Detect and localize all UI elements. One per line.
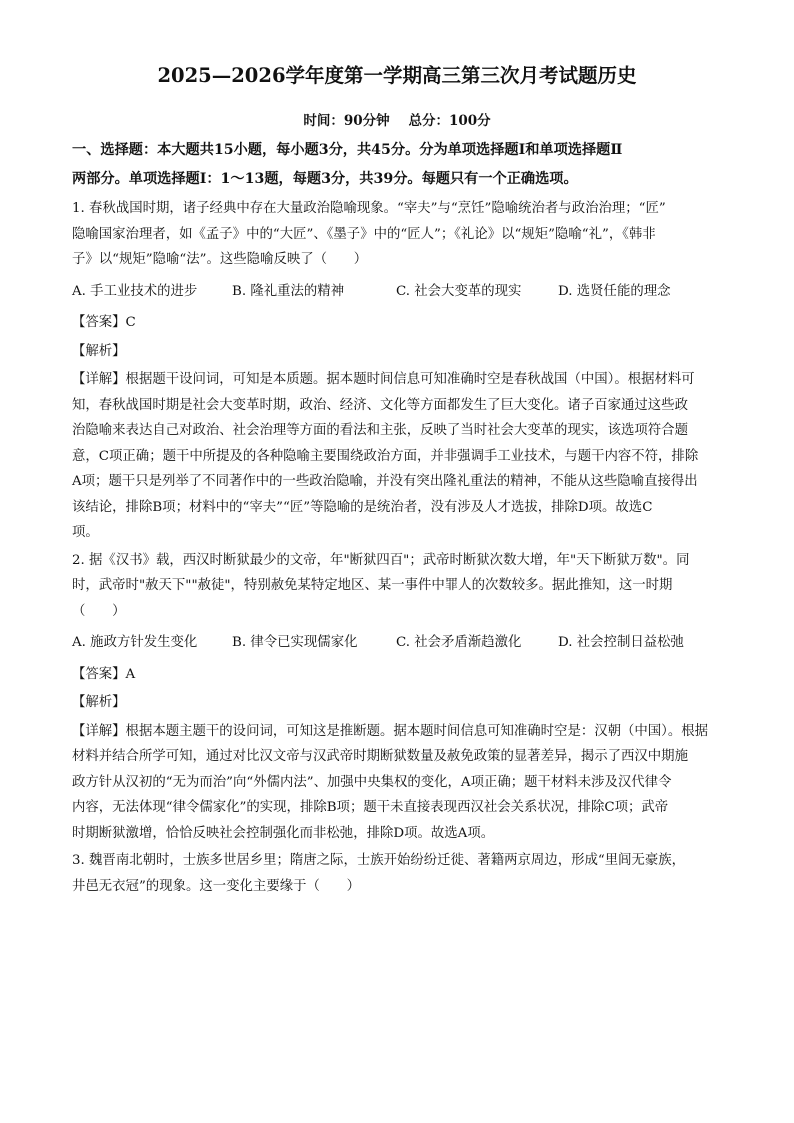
stem-line: 子》以“规矩”隐喻“法”。这些隐喻反映了（ ） <box>72 252 368 267</box>
time-label: 时间：90分钟 <box>303 113 390 129</box>
stem-line: 井邑无衣冠”的现象。这一变化主要缘于（ ） <box>72 878 361 894</box>
option-c: C. 社会矛盾渐趋激化 <box>396 635 522 650</box>
exam-meta <box>72 110 722 132</box>
stem-line: （ ） <box>72 603 126 619</box>
stem-line: 隐喻国家治理者，如《孟子》中的“大匠”、《墨子》中的“匠人”；《礼论》以“规矩”隐喻“礼”，《韩非 <box>72 226 656 242</box>
option-a: A. 施政方针发生变化 <box>72 635 198 650</box>
answer-label: 【答案】C <box>72 315 136 330</box>
question-stem <box>72 548 722 625</box>
option-b: B. 隆礼重法的精神 <box>232 283 345 299</box>
section-heading <box>72 136 722 194</box>
analysis-label: 【解析】 <box>72 695 126 710</box>
detail-line: 政方针从汉初的“无为而治”向“外儒内法”、加强中央集权的变化，A项正确；题干材料未涉及汉代律令 <box>72 774 672 790</box>
question-stem <box>72 196 722 273</box>
detail-line: 治隐喻来表达自己对政治、社会治理等方面的看法和主张，反映了当时社会大变革的现实，该选项符合题 <box>72 423 688 438</box>
stem-line: 2. 据《汉书》载，西汉时断狱最少的文帝，年"断狱四百"；武帝时断狱次数大增，年"天下断狱万数"。同 <box>72 552 690 568</box>
exam-title: 2025—2026学年度第一学期高三第三次月考试题历史 <box>157 64 637 87</box>
section-heading-line: 两部分。单项选择题Ⅰ：1～13题，每题3分，共39分。每题只有一个正确选项。 <box>72 171 578 187</box>
option-d: D. 社会控制日益松弛 <box>558 635 684 650</box>
detail-line: 知，春秋战国时期是社会大变革时期，政治、经济、文化等方面都发生了巨大变化。诸子百家通过这些政 <box>72 397 688 413</box>
option-b: B. 律令已实现儒家化 <box>232 635 358 650</box>
section-heading-line: 一、选择题：本大题共15小题，每小题3分，共45分。分为单项选择题Ⅰ和单项选择题Ⅱ <box>72 142 623 158</box>
detail-line: 材料并结合所学可知，通过对比汉文帝与汉武帝时期断狱数量及赦免政策的显著差异，揭示了西汉中期施 <box>72 749 688 764</box>
stem-line: 1. 春秋战国时期，诸子经典中存在大量政治隐喻现象。“宰夫”与“烹饪”隐喻统治者与政治治理；“匠” <box>72 201 666 216</box>
exam-page <box>72 62 722 899</box>
score-label: 总分：100分 <box>408 113 491 129</box>
question-stem <box>72 848 722 899</box>
detail-line: 意，C项正确；题干中所提及的各种隐喻主要围绕政治方面，并非强调手工业技术，与题干内容不符，排除 <box>72 448 699 464</box>
detail-line: 该结论，排除B项；材料中的“宰夫”“匠”等隐喻的是统治者，没有涉及人才选拔，排除D项。故选C <box>72 499 653 515</box>
detail-line: 时期断狱激增，恰恰反映社会控制强化而非松弛，排除D项。故选A项。 <box>72 825 495 841</box>
detail-line: 项。 <box>72 525 99 540</box>
detail-line: 【详解】根据题干设问词，可知是本质题。据本题时间信息可知准确时空是春秋战国（中国）。根据材料可 <box>72 372 695 387</box>
detail-line: 内容，无法体现“律令儒家化”的实现，排除B项；题干未直接表现西汉社会关系状况，排除C项；武帝 <box>72 800 669 815</box>
answer-label: 【答案】A <box>72 666 136 682</box>
detail-explanation <box>72 719 722 847</box>
question-3 <box>72 848 722 899</box>
question-1 <box>72 196 722 546</box>
stem-line: 3. 魏晋南北朝时，士族多世居乡里；隋唐之际，士族开始纷纷迁徙、著籍两京周边，形成“里闾无豪族， <box>72 853 686 868</box>
option-c: C. 社会大变革的现实 <box>396 283 522 299</box>
option-d: D. 选贤任能的理念 <box>558 283 671 299</box>
option-a: A. 手工业技术的进步 <box>72 283 198 299</box>
detail-line: A项；题干只是列举了不同著作中的一些政治隐喻，并没有突出隆礼重法的精神，不能从这些隐喻直接得出 <box>72 474 698 489</box>
analysis-label: 【解析】 <box>72 343 126 359</box>
question-options <box>72 279 722 305</box>
stem-line: 时，武帝时"赦天下""赦徒"，特别赦免某特定地区、某一事件中罪人的次数较多。据此推知，这一时期 <box>72 578 673 593</box>
detail-explanation <box>72 367 722 546</box>
detail-line: 【详解】根据本题主题干的设问词，可知这是推断题。据本题时间信息可知准确时空是：汉朝（中国）。根据 <box>72 723 709 739</box>
question-2 <box>72 548 722 847</box>
question-options <box>72 630 722 656</box>
